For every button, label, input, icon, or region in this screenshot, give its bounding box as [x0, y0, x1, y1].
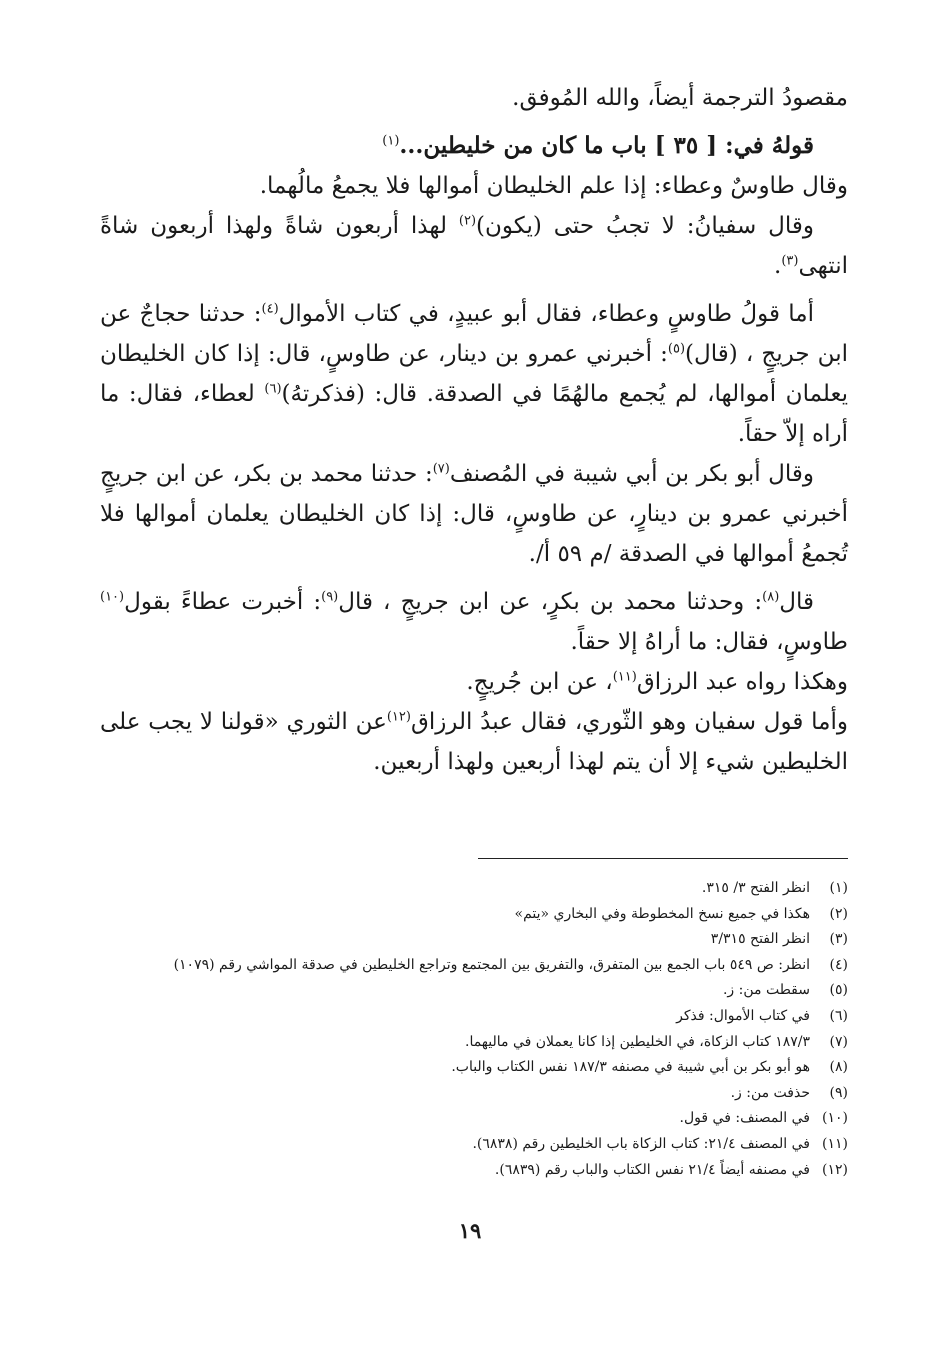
text-span: مقصودُ الترجمة أيضاً، والله المُوفق. — [512, 85, 848, 111]
paragraph-tawus-quote — [100, 166, 848, 206]
paragraph-ibn-abi-shayba — [100, 454, 848, 574]
footnote-item — [100, 953, 848, 979]
paragraph-abd-al-razzaq — [100, 662, 848, 702]
paragraph-chapter-heading — [100, 126, 848, 166]
footnote-text: انظر: ص ٥٤٩ باب الجمع بين المتفرق، والتفريق بين المجتمع وتراجع الخليطين في صدقة المواشي رقم (١٠٧٩) — [173, 956, 810, 973]
text-span: لهذا أربعون شاةً ولهذا أربعون شاةً انتهى — [100, 213, 848, 279]
paragraph-sufyan-thawri — [100, 702, 848, 782]
text-span: . — [774, 253, 782, 279]
footnote-ref: (١٠) — [100, 589, 125, 605]
footnote-text: سقطت من: ز. — [722, 982, 810, 999]
footnote-item — [100, 1030, 848, 1056]
footnote-text: انظر الفتح ٣/ ٣١٥. — [701, 880, 810, 896]
page-number: ١٩ — [458, 1218, 482, 1243]
footnote-text: في المصنف: في قول. — [679, 1110, 810, 1127]
footnote-item — [100, 1055, 848, 1081]
footnote-number: (٧) — [829, 1033, 848, 1050]
footnote-item — [100, 902, 848, 928]
text-span: لعطاء، فقال: ما أراه إلاّ حقاً. — [100, 381, 848, 447]
footnote-text: انظر الفتح ٣/٣١٥ — [710, 931, 810, 948]
text-span: طاوسٍ، فقال: ما أراهُ إلا حقاً. — [570, 629, 848, 655]
footnote-number: (٩) — [829, 1084, 848, 1101]
main-text — [100, 78, 848, 782]
footnote-text: هو أبو بكر بن أبي شيبة في مصنفه ١٨٧/٣ نفس الكتاب والباب. — [451, 1059, 810, 1076]
footnote-item — [100, 1004, 848, 1030]
text-span: وقال طاوسٌ وعطاء: إذا علم الخليطان أموالها فلا يجمعُ مالُهما. — [259, 173, 848, 199]
text-span: : حدثنا محمد بن بكر، عن ابن جريجٍ أخبرني عمرو بن دينارٍ، عن طاوسٍ، قال: إذا كان الخليطان يعلمان أموالها فلا تُجمعُ أموالها في الصدقة /م ٥٩ أ/. — [100, 461, 848, 567]
footnote-divider — [478, 858, 848, 859]
footnote-ref: (١٢) — [386, 709, 411, 725]
footnote-ref: (١) — [382, 133, 400, 149]
footnote-item — [100, 1132, 848, 1158]
text-span: وأما قول سفيان وهو الثّوري، فقال عبدُ الرزاق — [410, 709, 848, 735]
paragraph-sufyan-quote — [100, 206, 848, 286]
chapter-heading: قولهُ في: [ ٣٥ ] باب ما كان من خليطين... — [399, 132, 814, 159]
footnotes-list — [100, 876, 848, 1183]
footnote-text: حذفت من: ز. — [730, 1084, 810, 1101]
text-span: وقال سفيانُ: لا تجبُ حتى (يكون) — [476, 213, 814, 239]
footnote-text: هكذا في جميع نسخ المخطوطة وفي البخاري «يتم» — [514, 905, 810, 922]
footnote-text: ١٨٧/٣ كتاب الزكاة، في الخليطين إذا كانا يعملان في ماليهما. — [465, 1033, 810, 1050]
footnote-ref: (٥) — [667, 341, 686, 357]
footnote-item — [100, 876, 848, 902]
footnote-ref: (٨) — [762, 589, 780, 605]
footnote-number: (٣) — [829, 931, 848, 948]
footnote-text: في كتاب الأموال: فذكر — [676, 1007, 810, 1024]
text-span: : أخبرت عطاءً بقول — [124, 589, 322, 615]
footnote-number: (١٠) — [822, 1110, 848, 1127]
text-span: : أخبرني عمرو بن دينار، عن طاوسٍ، قال: إذا كان الخليطان يعلمان أموالها، لم يُجمع مالهُمًا في الصدقة. قال: (فذكرتهُ) — [100, 341, 848, 407]
footnote-number: (١٢) — [822, 1161, 848, 1178]
footnote-number: (١) — [829, 880, 848, 896]
text-span: وهكذا رواه عبد الرزاق — [636, 669, 848, 695]
footnote-ref: (٢) — [458, 213, 477, 229]
footnote-text: في المصنف ٢١/٤: كتاب الزكاة باب الخليطين رقم (٦٨٣٨). — [472, 1135, 810, 1152]
footnote-ref: (٤) — [261, 301, 279, 317]
footnote-number: (٥) — [829, 982, 848, 999]
paragraph-intro — [100, 78, 848, 118]
footnote-ref: (٣) — [781, 253, 799, 269]
footnote-number: (٦) — [829, 1007, 848, 1024]
footnote-item — [100, 1158, 848, 1184]
footnote-text: في مصنفه أيضاً ٢١/٤ نفس الكتاب والباب رقم (٦٨٣٩). — [494, 1161, 810, 1178]
paragraph-qala — [100, 582, 848, 662]
footnote-number: (٢) — [829, 905, 848, 922]
footnote-item — [100, 978, 848, 1004]
text-span: ، عن ابن جُريجٍ. — [466, 669, 613, 695]
footnote-item — [100, 1081, 848, 1107]
text-span: : حدثنا حجاجٌ عن ابن جريجٍ ، (قال) — [100, 301, 848, 367]
footnote-number: (٤) — [829, 956, 848, 973]
footnote-item — [100, 927, 848, 953]
text-span: قال — [779, 589, 814, 615]
text-span: : وحدثنا محمد بن بكرٍ، عن ابن جريجٍ ، قال — [338, 589, 763, 615]
footnote-ref: (٧) — [432, 461, 450, 477]
footnote-ref: (٦) — [264, 381, 282, 397]
footnote-ref: (٩) — [321, 589, 339, 605]
paragraph-abu-ubayd — [100, 294, 848, 454]
footnote-number: (٨) — [829, 1059, 848, 1076]
text-span: وقال أبو بكر بن أبي شيبة في المُصنف — [449, 461, 814, 487]
footnote-ref: (١١) — [612, 669, 637, 685]
footnote-item — [100, 1106, 848, 1132]
text-span: أما قولُ طاوسٍ وعطاء، فقال أبو عبيدٍ، في كتاب الأموال — [278, 301, 814, 327]
footnote-number: (١١) — [822, 1135, 848, 1152]
text-span: عن الثوري «قولنا لا يجب على الخليطين شيء إلا أن يتم لهذا أربعين ولهذا أربعين. — [100, 709, 848, 775]
